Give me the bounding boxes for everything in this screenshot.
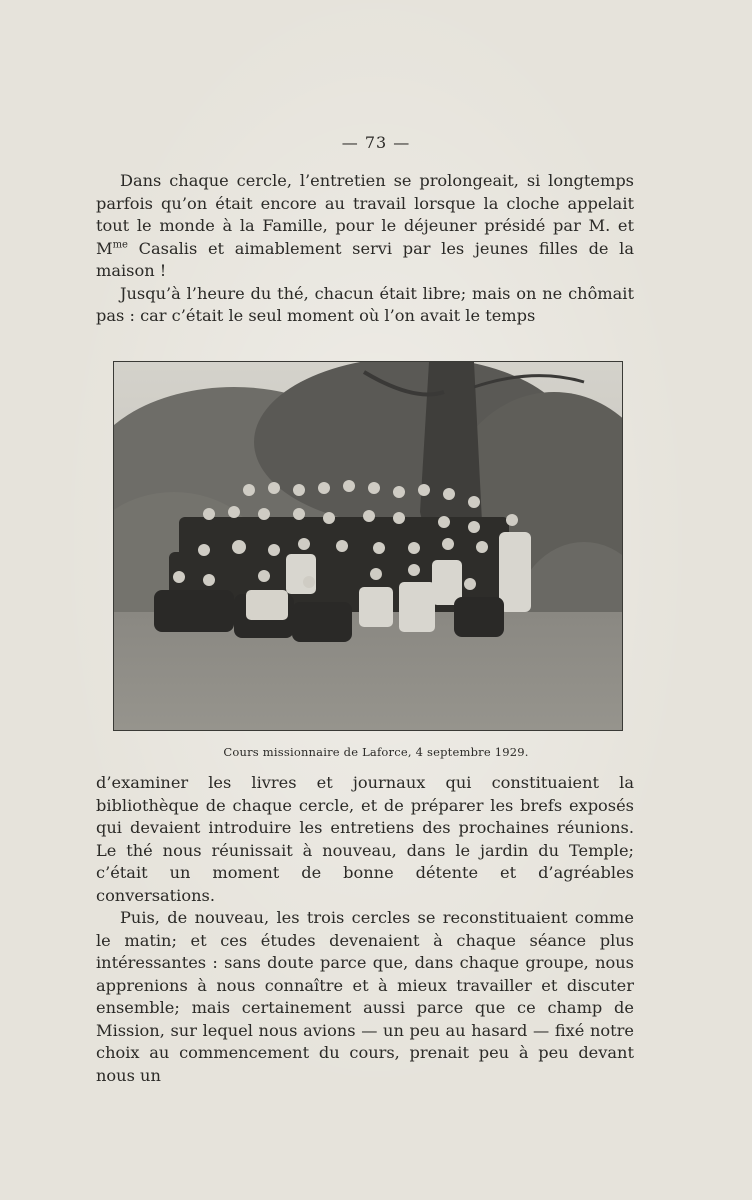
paragraph-text: Casalis et aimablement servi par les jeunes filles de la maison ! [96,238,634,280]
page-number: — 73 — [341,133,411,152]
text-block-bottom [96,772,634,1087]
text-block-top [96,170,634,328]
title-superscript: me [112,239,128,251]
title-abbreviation: M [96,238,113,258]
paragraph-text: Dans chaque cercle, l’entretien se prolongeait, si longtemps parfois qu’on était encore au travail lorsque la cloche appelait tout le monde à la Famille, pour le déjeuner présidé par M. et [96,171,634,235]
paragraph [96,170,634,283]
group-photograph [113,361,623,731]
paragraph: Jusqu’à l’heure du thé, chacun était libre; mais on ne chômait pas : car c’était le seul moment où l’on avait le temps [96,283,634,325]
paragraph: d’examiner les livres et journaux qui constituaient la bibliothèque de chaque cercle, et de préparer les brefs exposés qui devaient introduire les entretiens des prochaines réunions. Le thé nous réunissait à nouveau, dans le jardin du Temple; c’était un moment de bonne détente et d’agréables conversations. [96,773,634,905]
photo-illustration [114,362,622,730]
paragraph: Puis, de nouveau, les trois cercles se reconstituaient comme le matin; et ces études devenaient à chaque séance plus intéressantes : sans doute parce que, dans chaque groupe, nous apprenions à nous connaître et à mieux travailler et discuter ensemble; mais certainement aussi parce que ce champ de Mission, sur lequel nous avions — un peu au hasard — fixé notre choix au commencement du cours, prenait peu à peu devant nous un [96,908,634,1085]
photo-caption: Cours missionnaire de Laforce, 4 septembre 1929. [223,745,529,759]
